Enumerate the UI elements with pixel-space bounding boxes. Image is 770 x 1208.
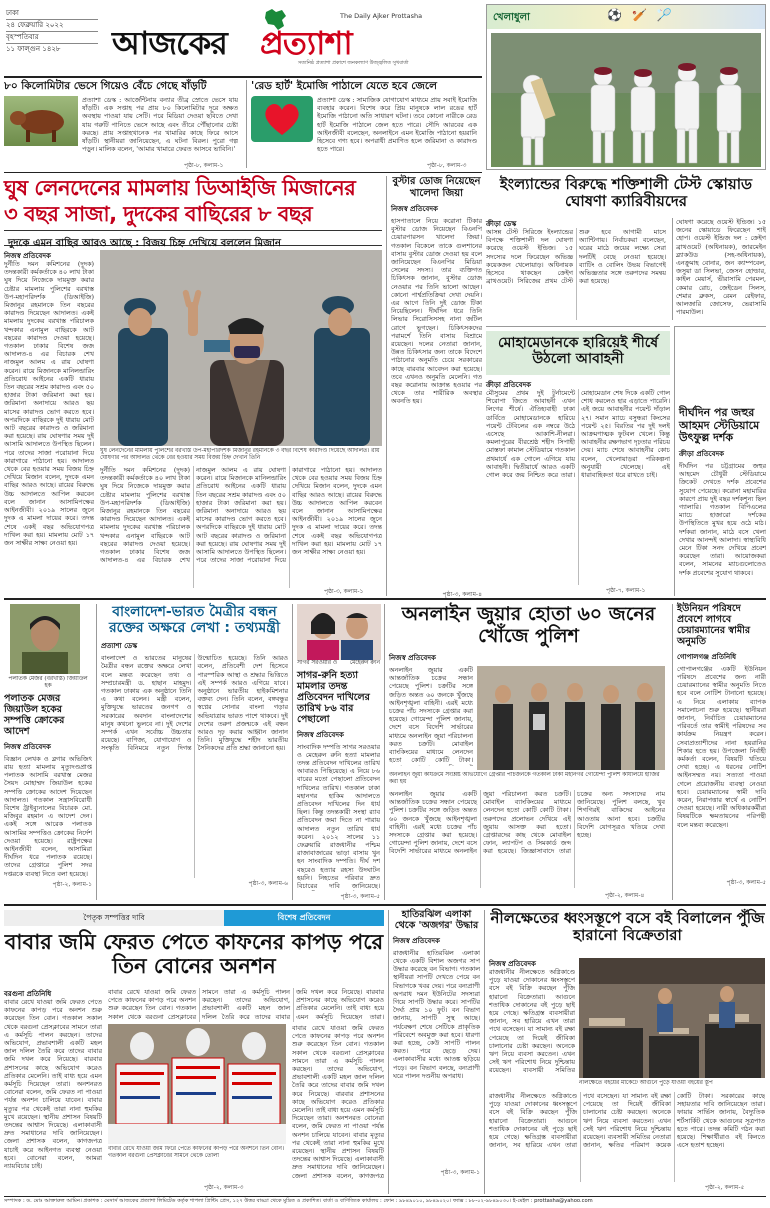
- online-body-col1: অনলাইন জুয়ার একটি আন্তর্জাতিক চক্রের সন্ধান পেয়েছে পুলিশ। চক্রটির সঙ্গে জড়িত অন্তত ৬০ জনকে খুঁজছে আইনশৃঙ্খলা বাহিনী। এরই মধ্যে চক্রের পাঁচ সদস্যকে গ্রেপ্তার করা হয়েছে। গোয়েন্দা পুলিশ জানায়, দেশে বসে বিদেশি সার্ভারের মাধ্যমে অনলাইন জুয়া পরিচালনা করত চক্রটি। মোবাইল ব্যাংকিংয়ের মাধ্যমে লেনদেন হতো কোটি কোটি টাকা।: [389, 666, 473, 765]
- ajgor-reporter: নিজস্ব প্রতিবেদক: [393, 936, 440, 945]
- top-story-heart: [246, 80, 482, 168]
- khaleda-reporter: নিজস্ব প্রতিবেদক: [391, 205, 438, 213]
- sagar-body: সাংবাদিক দম্পতি সাগর সরওয়ার ও মেহেরুন রুনি হত্যা মামলার তদন্ত প্রতিবেদন দাখিলের তারিখ আবারও পিছিয়েছে। এ নিয়ে ৮৬ বারের মতো পেছালো প্রতিবেদন দাখিলের তারিখ। গতকাল ঢাকা মহানগর হাকিম আদালতে প্রতিবেদন দাখিলের দিন ধার্য ছিল। কিন্তু তদন্তকারী সংস্থা র‍্যাব প্রতিবেদন জমা দিতে না পারায় আদালত নতুন তারিখ ধার্য করেন। ২০১২ সালের ১১ ফেব্রুয়ারি রাজধানীর পশ্চিম রাজাবাজারের ভাড়া বাসায় খুন হন সাংবাদিক দম্পতি। দীর্ঘ দশ বছরেও হত্যার রহস্য উদঘাটন হয়নি। নিহতের পরিবার দ্রুত বিচারের দাবি জানিয়েছে।: [297, 742, 380, 891]
- sports-section: [486, 4, 766, 170]
- cricket-photo: [491, 33, 761, 167]
- nilkhet-continued: পৃষ্ঠা-২, কলাম-৫: [705, 1184, 745, 1191]
- online-reporter: নিজস্ব প্রতিবেদক: [389, 653, 436, 662]
- sagar-story: [292, 604, 380, 900]
- dateline-greg: ২৪ ফেব্রুয়ারি ২০২২: [6, 19, 98, 31]
- father-story: [4, 910, 384, 1194]
- cow-continued: পৃষ্ঠা-৮, কলাম-১: [184, 162, 224, 169]
- union-headline: ইউনিয়ন পরিষদে প্রবেশে লাগবে চেয়ারম্যানের স্বামীর অনুমতি: [677, 603, 751, 647]
- online-headline: অনলাইন জুয়ার হোতা ৬০ জনের খোঁজে পুলিশ: [401, 603, 656, 647]
- father-kicker-left: পৈতৃক সম্পত্তির দাবি: [4, 910, 224, 926]
- khaleda-body: হাসপাতালে নিয়ে করোনা টিকার বুস্টার ডোজ নিয়েছেন বিএনপি চেয়ারপারসন খালেদা জিয়া। গতকাল বিকেলে তাকে গুলশানের বাসায় বুস্টার ডোজ দেওয়া হয় বলে জানিয়েছেন বিএনপির মিডিয়া সেলের সদস্য। তার ব্যক্তিগত চিকিৎসক জানান, বুস্টার ডোজ নেওয়ার পর তিনি ভালো আছেন। কোনো পার্শ্বপ্রতিক্রিয়া দেখা দেয়নি। এর আগে তিনি দুই ডোজ টিকা নিয়েছিলেন। দীর্ঘদিন ধরে তিনি লিভার সিরোসিসসহ নানা জটিল রোগে ভুগছেন। চিকিৎসকদের পরামর্শে তিনি বাসায় বিশ্রামে রয়েছেন। দলের নেতারা জানান, উন্নত চিকিৎসার জন্য তাকে বিদেশে পাঠানোর অনুমতি চেয়ে সরকারের কাছে বারবার আবেদন করা হয়েছে। তবে এখনও অনুমতি মেলেনি। গত বছর করোনায় আক্রান্ত হওয়ার পর থেকে তার শারীরিক অবস্থার অবনতি হয়।: [391, 217, 482, 406]
- sports-lead-headline: ইংল্যান্ডের বিরুদ্ধে শক্তিশালী টেস্ট স্কোয়াড ঘোষণা ক্যারিবীয়দের: [499, 175, 753, 211]
- sports-lead-reporter: ক্রীড়া ডেস্ক: [486, 220, 517, 228]
- sports-label: খেলাধুলা: [493, 12, 530, 23]
- top-stories-rule: [4, 172, 482, 173]
- nilkhet-photo: [579, 958, 765, 1078]
- online-photo: [477, 666, 665, 770]
- nilkhet-caption: নীলক্ষেতে বইয়ের মার্কেটে আগুনে পুড়ে যাওয়া বইয়ের স্তূপ: [579, 1080, 713, 1086]
- jiaul-headline: পলাতক মেজর জিয়াউল হকের সম্পত্তি ক্রোকের আদেশ: [4, 693, 65, 737]
- sagar-caption-left: সাগর সরওয়ার ও: [297, 660, 338, 666]
- father-body-right: বাবার রেখে যাওয়া জমি ফেরত পেতে কাফনের কাপড় পরে অনশন শুরু করেছেন তিন বোন। গতকাল সকাল থেকে বরগুনা প্রেসক্লাবের সামনে তারা এ কর্মসূচি পালন করছেন। তাদের অভিযোগ, প্রভাবশালী একটি মহল জাল দলিল তৈরি করে তাদের বাবার জমি দখল করে নিয়েছে। বারবার প্রশাসনের কাছে অভিযোগ করেও প্রতিকার মেলেনি। তাই বাধ্য হয়ে এমন কর্মসূচি দিয়েছেন তারা। অনশনরত বোনেরা বলেন, জমি ফেরত না পাওয়া পর্যন্ত অনশন চালিয়ে যাবেন। বাবার মৃত্যুর পর থেকেই তারা নানা হুমকির মুখে রয়েছেন। স্থানীয় প্রশাসন বিষয়টি তদন্তের আশ্বাস দিয়েছে। এলাকাবাসী দ্রুত সমাধানের দাবি জানিয়েছেন। জেলা প্রশাসক বলেন, কাগজপত্র: [292, 1024, 384, 1180]
- jiaul-story: [4, 604, 92, 900]
- online-body-cols: অনলাইন জুয়ার একটি আন্তর্জাতিক চক্রের সন্ধান পেয়েছে পুলিশ। চক্রটির সঙ্গে জড়িত অন্তত ৬০ জনকে খুঁজছে আইনশৃঙ্খলা বাহিনী। এরই মধ্যে চক্রের পাঁচ সদস্যকে গ্রেপ্তার করা হয়েছে। গোয়েন্দা পুলিশ জানায়, দেশে বসে বিদেশি সার্ভারের মাধ্যমে অনলাইন জুয়া পরিচালনা করত চক্রটি। মোবাইল ব্যাংকিংয়ের মাধ্যমে লেনদেন হতো কোটি কোটি টাকা। তরুণদের প্রলোভন দেখিয়ে এই জুয়ায় আসক্ত করা হতো। গ্রেপ্তারদের কাছ থেকে মোবাইল ফোন, ল্যাপটপ ও সিমকার্ড জব্দ করা হয়েছে। জিজ্ঞাসাবাদে তারা চক্রের অন্য সদস্যদের নাম জানিয়েছে। পুলিশ বলছে, খুব শিগগিরই বাকিদের আইনের আওতায় আনা হবে। চক্রটির বিদেশি যোগসূত্রও খতিয়ে দেখা হচ্ছে।: [389, 790, 665, 856]
- online-continued: পৃষ্ঠা-২, কলাম-৪: [605, 892, 645, 899]
- lead-subhead-text: দুদকে এমন বাছির আরও আছে : বিজয় চিহ্ন দেখিয়ে বললেন মিজান: [8, 238, 281, 249]
- dateline-day: বৃহস্পতিবার: [6, 31, 98, 43]
- nilkhet-reporter: নিজস্ব প্রতিবেদক: [489, 960, 536, 968]
- jiaul-photo: [10, 604, 80, 674]
- sagar-continued: পৃষ্ঠা-৩, কলাম-৫: [340, 892, 380, 900]
- sports-lead-body: আসন্ন টেস্ট সিরিজে ইংল্যান্ডের বিপক্ষে শক্তিশালী দল ঘোষণা করেছে ওয়েস্ট ইন্ডিজ। ১৫ সদস্যের দলে ফিরেছেন অভিজ্ঞ কয়েকজন খেলোয়াড়। অধিনায়ক হিসেবে থাকছেন ক্রেইগ ব্রাথওয়েট। সিরিজের প্রথম টেস্ট শুরু হবে আগামী মাসে অ্যান্টিগায়। নির্বাচকরা বলেছেন, ঘরের মাঠে জয়ের লক্ষ্যে সেরা দলটিই বেছে নেওয়া হয়েছে। ব্যাটিং ও বোলিং উভয় বিভাগেই অভিজ্ঞতার সঙ্গে তরুণদের সমন্বয় করা হয়েছে।: [486, 228, 666, 286]
- sagar-caption: [297, 660, 380, 667]
- father-caption: বাবার রেখে যাওয়া জমি ফিরে পেতে কাফনের কাপড় পরে অনশনে তিন বোন। গতকাল বরগুনা প্রেসক্লাবের সামনে থেকে তোলা: [108, 1146, 284, 1159]
- father-kicker-bar: [4, 910, 384, 926]
- cow-photo: [4, 96, 78, 146]
- lead-continued: পৃষ্ঠা-৩, কলাম-১: [324, 588, 364, 595]
- lead-reporter: নিজস্ব প্রতিবেদক: [4, 252, 51, 260]
- dateline-city: ঢাকা: [6, 9, 19, 17]
- heart-headline: 'রেড হার্ট' ইমোজি পাঠালে যেতে হবে জেলে: [251, 80, 437, 92]
- union-story: [672, 604, 766, 900]
- stadium-reporter: ক্রীড়া প্রতিবেদক: [679, 449, 725, 458]
- nilkhet-story: [484, 910, 766, 1194]
- lead-headline-1: ঘুষ লেনদেনের মামলায় ডিআইজি মিজানের: [4, 176, 356, 200]
- sagar-caption-right: মেহেরুন রুনি: [349, 660, 380, 666]
- title-right: প্রত্যাশা: [260, 24, 352, 62]
- father-reporter: বরগুনা প্রতিনিধি: [4, 990, 52, 998]
- nameplate: [112, 10, 484, 68]
- sports-squad-body: ঘোষণা করেছে ওয়েস্ট ইন্ডিজ। ১৫ জনের স্কোয়াডে ফিরেছেন শাই হোপ। ওয়েস্ট ইন্ডিজ দল : ক্রেইগ ব্রাথওয়েট (অধিনায়ক), জারমেইন ব্ল্যাকউড (সহ-অধিনায়ক), এনক্রুমাহ বোনার, জন ক্যাম্পবেল, জসুয়া ডা সিলভা, জেসন হোল্ডার, কাইল মেয়ার্স, ভীরাসামি পেরমল, কেমার রোচ, জেইডেন সিলস, শেমার ব্রুকস, রেমন রেইফার, আলজারি জোসেফ, ভেরাসামি পারমাউল।: [672, 218, 766, 320]
- masthead: [4, 4, 482, 74]
- sports-icons: ⚽🏏🏸: [607, 8, 682, 22]
- khaleda-headline: বুস্টার ডোজ নিয়েছেন খালেদা জিয়া: [392, 176, 481, 199]
- jiaul-caption: পলাতক মেজর (বরখাস্ত) জিয়াউল হক: [8, 676, 88, 689]
- mohammedan-headline-box: [486, 331, 670, 375]
- heart-continued: পৃষ্ঠা-৮, কলাম-৩: [427, 162, 467, 169]
- cow-body: প্রত্যাশা ডেস্ক : আর্জেন্টিনায় বন্যার তীব্র স্রোতে ভেসে যায় ষাঁড়টি। এক সপ্তাহ পর প্রায় ৮০ কিলোমিটার দূরে অক্ষত অবস্থায় পাওয়া যায় সেটি। পরে মিডিয়া দেওয়া ছবিতে দেখা যায় গরুটি পানিতে ভেসে আছে এবং তীরে পৌঁছানোর চেষ্টা করছে। প্রায় সপ্তাহখানেক পর খামারির কাছে ফিরে আসে ষাঁড়টি। স্থানীয়রা জানিয়েছেন, এ ঘটনা বিরল। পুরো গল্প পড়ুন। মালিক বলেন, 'আমার খামারে ফেরত আসবে ভাবিনি।': [82, 96, 238, 154]
- tagline: সত্যনিষ্ঠ প্রত্যাশা প্রকাশে জনকল্যাণ উজ্জ্বলিত সুখবার্তা: [298, 60, 409, 66]
- online-caption: অনলাইন জুয়া কার্যক্রমে সংশ্লিষ্ট অভিযোগে গ্রেপ্তার পাঁচজনকে গতকাল ঢাকা মহানগর গোয়েন্দা পুলিশ কার্যালয়ে হাজির করা হয়: [389, 772, 660, 785]
- lower-rule: [4, 904, 766, 906]
- masthead-rule: [4, 76, 482, 78]
- stadium-body: দীর্ঘদিন পর চট্টগ্রামের জহুর আহমেদ চৌধুরী স্টেডিয়ামে ক্রিকেট দেখতে দর্শক প্রবেশের সুযোগ পেয়েছে। করোনা মহামারির কারণে প্রায় দুই বছর দর্শকশূন্য ছিল গ্যালারি। গতকাল বিপিএলের ম্যাচে হাজারো দর্শকের উপস্থিতিতে মুখর হয়ে ওঠে মাঠ। দর্শকরা জানান, মাঠে বসে খেলা দেখার আনন্দই আলাদা। স্বাস্থ্যবিধি মেনে টিকা সনদ দেখিয়ে প্রবেশ করেছেন তারা। আয়োজকরা বলেন, সামনের ম্যাচগুলোতেও দর্শক প্রবেশের সুযোগ থাকবে।: [679, 461, 766, 577]
- khaleda-story: [386, 176, 482, 596]
- nilkhet-body-cols: রাজধানীর নীলক্ষেতে অগ্নিকাণ্ডে পুড়ে যাওয়া দোকানের ধ্বংসস্তূপে বসে বই বিক্রি করছেন পুঁজি হারানো বিক্রেতারা। আগুনে শতাধিক দোকানের বই পুড়ে ছাই হয়ে গেছে। ক্ষতিগ্রস্ত ব্যবসায়ীরা জানান, সব হারিয়ে এখন তারা পথে বসেছেন। যা সামান্য বই রক্ষা পেয়েছে তা দিয়েই জীবিকা চালানোর চেষ্টা করছেন। অনেকে ঋণ নিয়ে ব্যবসা করতেন। এখন সেই ঋণ পরিশোধ নিয়ে দুশ্চিন্তায় রয়েছেন। ব্যবসায়ী সমিতির নেতারা জানান, ক্ষতির পরিমাণ কয়েক কোটি টাকা। সরকারের কাছে সহায়তার দাবি জানিয়েছেন তারা। ফায়ার সার্ভিস জানায়, বৈদ্যুতিক শর্টসার্কিট থেকে আগুনের সূত্রপাত হতে পারে। তদন্ত কমিটি গঠন করা হয়েছে। শিক্ষার্থীরাও বই কিনতে এসে হতাশ হচ্ছেন।: [489, 1092, 765, 1150]
- lead-caption: ঘুষ লেনদেনের মামলায় পুলিশের বরখাস্ত উপ-মহাপরিদর্শক মিজানুর রহমানকে ৩ বছর বিশেষ কারাদণ্ড দিয়েছে আদালত। রায় ঘোষণার পর আদালত থেকে বের হওয়ার সময় বিজয় চিহ্ন দেখান তিনি: [100, 448, 380, 461]
- english-name: The Daily Ajker Prottasha: [340, 12, 423, 20]
- lead-story: [4, 176, 382, 596]
- jiaul-reporter: নিজস্ব প্রতিবেদক: [4, 742, 51, 751]
- stadium-headline: দীর্ঘদিন পর জহুর আহমদ স্টেডিয়ামে উৎফুল্ল দর্শক: [679, 406, 760, 445]
- mid-rule: [4, 598, 766, 600]
- lead-photo: [100, 250, 382, 446]
- india-story: [96, 604, 288, 900]
- ajgor-body: রাজধানীর হাতিরঝিল এলাকা থেকে একটি বিশাল অজগর সাপ উদ্ধার করেছে বন বিভাগ। গতকাল স্থানীয়রা সাপটি দেখতে পেয়ে বন বিভাগকে খবর দেয়। পরে বন্যপ্রাণী অপরাধ দমন ইউনিটের সদস্যরা গিয়ে সাপটি উদ্ধার করে। সাপটির দৈর্ঘ্য প্রায় ১০ ফুট। বন বিভাগ জানায়, সাপটি সুস্থ আছে। পর্যবেক্ষণ শেষে সেটিকে প্রাকৃতিক পরিবেশে অবমুক্ত করা হবে। ধারণা করা হচ্ছে, কেউ সাপটি পালন করত। পরে ছেড়ে দেয়। এলাকাবাসীর মধ্যে আতঙ্ক ছড়িয়ে পড়ে। বন বিভাগ বলছে, বন্যপ্রাণী ঘরে পালন দণ্ডনীয় অপরাধ।: [393, 948, 480, 1080]
- father-body-col1: বাবার রেখে যাওয়া জমি ফেরত পেতে কাফনের কাপড় পরে অনশন শুরু করেছেন তিন বোন। গতকাল সকাল থেকে বরগুনা প্রেসক্লাবের সামনে তারা এ কর্মসূচি পালন করছেন। তাদের অভিযোগ, প্রভাবশালী একটি মহল জাল দলিল তৈরি করে তাদের বাবার জমি দখল করে নিয়েছে। বারবার প্রশাসনের কাছে অভিযোগ করেও প্রতিকার মেলেনি। তাই বাধ্য হয়ে এমন কর্মসূচি দিয়েছেন তারা। অনশনরত বোনেরা বলেন, জমি ফেরত না পাওয়া পর্যন্ত অনশন চালিয়ে যাবেন। বাবার মৃত্যুর পর থেকেই তারা নানা হুমকির মুখে রয়েছেন। স্থানীয় প্রশাসন বিষয়টি তদন্তের আশ্বাস দিয়েছে। এলাকাবাসী দ্রুত সমাধানের দাবি জানিয়েছেন। জেলা প্রশাসক বলেন, কাগজপত্র যাচাই করে আইনগত ব্যবস্থা নেওয়া হবে। বোনেরা বলেন, আমরা ন্যায়বিচার চাই।: [4, 998, 102, 1171]
- lead-body-cols: দুর্নীতি দমন কমিশনের (দুদক) তদন্তকারী কর্মকর্তাকে ৪০ লাখ টাকা ঘুষ দিয়ে নিজেকে দায়মুক্ত করার চেষ্টার মামলায় পুলিশের বরখাস্ত উপ-মহাপরিদর্শক (ডিআইজি) মিজানুর রহমানকে তিন বছরের কারাদণ্ড দিয়েছেন আদালত। একই মামলায় দুদকের বরখাস্ত পরিচালক খন্দকার এনামুল বাছিরকে আট বছরের কারাদণ্ড দেওয়া হয়েছে। গতকাল ঢাকার বিশেষ জজ আদালত-৪ এর বিচারক শেখ নাজমুল আলম এ রায় ঘোষণা করেন। রায়ে মিজানকে মানিলন্ডারিং প্রতিরোধ আইনের একটি ধারায় তিন বছরের সশ্রম কারাদণ্ড এবং ৫০ হাজার টাকা জরিমানা করা হয়। জরিমানা অনাদায়ে আরও ছয় মাসের কারাদণ্ড ভোগ করতে হবে। অপরদিকে বাছিরকে দুই ধারায় মোট আট বছরের কারাদণ্ড ও জরিমানা করা হয়েছে। রায় ঘোষণার সময় দুই আসামি আদালতে উপস্থিত ছিলেন। পরে তাদের সাজা পরোয়ানা দিয়ে কারাগারে পাঠানো হয়। আদালত থেকে বের হওয়ার সময় বিজয় চিহ্ন দেখিয়ে মিজান বলেন, দুদকে এমন বাছির আরও আছে। রায়ের বিরুদ্ধে উচ্চ আদালতে আপিল করবেন বলে জানান আসামিপক্ষের আইনজীবী। ২০১৯ সালের জুনে দুদক এ মামলা দায়ের করে। তদন্ত শেষে একই বছর অভিযোগপত্র দাখিল করা হয়। মামলায় মোট ১৭ জন সাক্ষীর সাক্ষ্য নেওয়া হয়।: [100, 466, 382, 565]
- red-heart-icon: [251, 96, 313, 142]
- mohammedan-body: মৌসুমের প্রথম দুই টুর্নামেন্টে শিরোপা জিতে আবাহনী এখন লিগের শীর্ষে। ঐতিহ্যবাহী ঢাকা ডার্বিতে মোহামেডানকে হারিয়ে পয়েন্ট টেবিলের এক নম্বরে উঠে এসেছে আকাশি-নীলরা। কমলাপুরের বীরশ্রেষ্ঠ শহীদ সিপাহী মোস্তফা কামাল স্টেডিয়ামে গতকাল প্রথমার্ধে এক গোলে এগিয়ে যায় আবাহনী। দ্বিতীয়ার্ধে আরও একটি গোল করে জয় নিশ্চিত করে তারা। মোহামেডান শেষ দিকে একটি গোল শোধ করলেও হার এড়াতে পারেনি। এই জয়ে আবাহনীর পয়েন্ট দাঁড়াল ২৭। সমান ম্যাচে বসুন্ধরা কিংসের পয়েন্ট ২৫। বিরতির পর দুই দলই আক্রমণাত্মক ফুটবল খেলে। কিন্তু আবাহনীর রক্ষণভাগ দৃঢ়তার পরিচয় দেয়। ম্যাচ শেষে আবাহনীর কোচ বলেন, খেলোয়াড়রা পরিকল্পনা অনুযায়ী খেলেছে। এই ধারাবাহিকতা ধরে রাখতে চাই।: [486, 389, 670, 480]
- footer: [4, 1196, 766, 1206]
- father-body-top: বাবার রেখে যাওয়া জমি ফেরত পেতে কাফনের কাপড় পরে অনশন শুরু করেছেন তিন বোন। গতকাল সকাল থেকে বরগুনা প্রেসক্লাবের সামনে তারা এ কর্মসূচি পালন করছেন। তাদের অভিযোগ, প্রভাবশালী একটি মহল জাল দলিল তৈরি করে তাদের বাবার জমি দখল করে নিয়েছে। বারবার প্রশাসনের কাছে অভিযোগ করেও প্রতিকার মেলেনি। তাই বাধ্য হয়ে এমন কর্মসূচি দিয়েছেন তারা।: [108, 988, 384, 1021]
- ajgor-story: [388, 910, 480, 1194]
- online-story: [384, 604, 668, 900]
- dateline: [6, 8, 98, 55]
- father-photo: [108, 1024, 286, 1144]
- top-story-cow: [4, 80, 240, 168]
- india-reporter: প্রত্যাশা ডেস্ক: [101, 642, 138, 651]
- union-body: গোপালগঞ্জের একটি ইউনিয়ন পরিষদে প্রবেশের জন্য নারী চেয়ারম্যানের স্বামীর অনুমতি নিতে হবে বলে নোটিশ টানানো হয়েছে। এ নিয়ে এলাকায় ব্যাপক সমালোচনা শুরু হয়েছে। স্থানীয়রা জানান, নির্বাচিত চেয়ারম্যানের পরিবর্তে তার স্বামীই পরিষদের সব কার্যক্রম নিয়ন্ত্রণ করেন। সেবাপ্রত্যাশীদের নানা হয়রানির শিকার হতে হয়। উপজেলা নির্বাহী কর্মকর্তা বলেন, বিষয়টি খতিয়ে দেখা হচ্ছে। এ ধরনের নোটিশ আইনসম্মত নয়। সত্যতা পাওয়া গেলে প্রয়োজনীয় ব্যবস্থা নেওয়া হবে। চেয়ারম্যানের স্বামী দাবি করেন, নিরাপত্তার স্বার্থে এ নোটিশ দেওয়া হয়েছে। নারী অধিকারকর্মীরা বিষয়টিকে ক্ষমতায়নের পরিপন্থী বলে মন্তব্য করেছেন।: [677, 664, 766, 829]
- sports-banner: [487, 5, 765, 29]
- father-headline: বাবার জমি ফেরত পেতে কাফনের কাপড় পরে তিন বোনের অনশন: [4, 930, 384, 979]
- ajgor-headline: হাতিরঝিল এলাকা থেকে 'অজগর' উদ্ধার: [394, 909, 479, 931]
- lead-headline-2: ৩ বছর সাজা, দুদকের বাছিরের ৮ বছর: [4, 202, 313, 227]
- sports-lead: [486, 172, 766, 324]
- khaleda-continued: পৃষ্ঠা-৩, কলাম-৪: [442, 591, 482, 598]
- lead-body-col1: দুর্নীতি দমন কমিশনের (দুদক) তদন্তকারী কর্মকর্তাকে ৪০ লাখ টাকা ঘুষ দিয়ে নিজেকে দায়মুক্ত করার চেষ্টার মামলায় পুলিশের বরখাস্ত উপ-মহাপরিদর্শক (ডিআইজি) মিজানুর রহমানকে তিন বছরের কারাদণ্ড দিয়েছেন আদালত। একই মামলায় দুদকের বরখাস্ত পরিচালক খন্দকার এনামুল বাছিরকে আট বছরের কারাদণ্ড দেওয়া হয়েছে। গতকাল ঢাকার বিশেষ জজ আদালত-৪ এর বিচারক শেখ নাজমুল আলম এ রায় ঘোষণা করেন। রায়ে মিজানকে মানিলন্ডারিং প্রতিরোধ আইনের একটি ধারায় তিন বছরের সশ্রম কারাদণ্ড এবং ৫০ হাজার টাকা জরিমানা করা হয়। জরিমানা অনাদায়ে আরও ছয় মাসের কারাদণ্ড ভোগ করতে হবে। অপরদিকে বাছিরকে দুই ধারায় মোট আট বছরের কারাদণ্ড ও জরিমানা করা হয়েছে। রায় ঘোষণার সময় দুই আসামি আদালতে উপস্থিত ছিলেন। পরে তাদের সাজা পরোয়ানা দিয়ে কারাগারে পাঠানো হয়। আদালত থেকে বের হওয়ার সময় বিজয় চিহ্ন দেখিয়ে মিজান বলেন, দুদকে এমন বাছির আরও আছে। রায়ের বিরুদ্ধে উচ্চ আদালতে আপিল করবেন বলে জানান আসামিপক্ষের আইনজীবী। ২০১৯ সালের জুনে দুদক এ মামলা দায়ের করে। তদন্ত শেষে একই বছর অভিযোগপত্র দাখিল করা হয়। মামলায় মোট ১৭ জন সাক্ষীর সাক্ষ্য নেওয়া হয়।: [4, 260, 94, 547]
- union-continued: পৃষ্ঠা-৩, কলাম-৫: [726, 878, 766, 886]
- father-kicker-right: বিশেষ প্রতিবেদন: [224, 910, 384, 926]
- sagar-reporter: নিজস্ব প্রতিবেদক: [297, 730, 344, 739]
- dateline-bangla: ১১ ফাল্গুন ১৪২৮: [6, 43, 98, 55]
- mohammedan-headline: মোহামেডানকে হারিয়েই শীর্ষে উঠলো আবাহনী: [497, 335, 659, 368]
- father-continued: পৃষ্ঠা-২, কলাম-৩: [204, 1184, 244, 1191]
- lead-subhead: [4, 230, 382, 249]
- mohammedan-story: [486, 326, 670, 596]
- jiaul-continued: পৃষ্ঠা-২, কলাম-১: [52, 880, 92, 888]
- title-left: আজকের: [112, 24, 227, 62]
- ajgor-continued: পৃষ্ঠা-৩, কলাম-১: [440, 1168, 480, 1176]
- union-reporter: গোপালগঞ্জ প্রতিনিধি: [677, 652, 737, 661]
- sagar-headline: সাগর-রুনি হত্যা মামলার তদন্ত প্রতিবেদন দাখিলের তারিখ ৮৬ বার পেছালো: [297, 670, 370, 725]
- jiaul-body: বিজ্ঞান লেখক ও ব্লগার অভিজিৎ রায় হত্যা মামলায় মৃত্যুদণ্ডপ্রাপ্ত পলাতক আসামি বরখাস্ত মেজর সৈয়দ মোহাম্মদ জিয়াউল হকের সম্পত্তি ক্রোকের আদেশ দিয়েছেন আদালত। গতকাল সন্ত্রাসবিরোধী বিশেষ ট্রাইব্যুনালের বিচারক মো. মজিবুর রহমান এ আদেশ দেন। একই সঙ্গে আরেক পলাতক আসামির সম্পত্তিও ক্রোকের নির্দেশ দেওয়া হয়েছে। রাষ্ট্রপক্ষের আইনজীবী বলেন, আসামিরা দীর্ঘদিন ধরে পলাতক রয়েছে। তাদের গ্রেপ্তারে পুলিশ সদর দপ্তরকে ব্যবস্থা নিতে বলা হয়েছে।: [4, 754, 92, 878]
- mohammedan-continued: পৃষ্ঠা-৭, কলাম-১: [606, 587, 646, 594]
- india-headline: বাংলাদেশ-ভারত মৈত্রীর বন্ধন রক্তের অক্ষরে লেখা : তথ্যমন্ত্রী: [108, 604, 280, 637]
- india-continued: পৃষ্ঠা-৩, কলাম-৬: [248, 880, 288, 888]
- sagar-photo: [297, 604, 381, 660]
- heart-body: প্রত্যাশা ডেস্ক : সামাজিক যোগাযোগ মাধ্যমে প্রায় সবাই ইমোজি ব্যবহার করেন। বিশেষ করে প্রিয় মানুষকে লাল রঙের হার্ট ইমোজি পাঠানো অতি সাধারণ ঘটনা। তবে কোনো নারীকে রেড হার্ট ইমোজি পাঠালে জেল হতে পারে। সৌদি আরবের এক আইনজীবী বলেছেন, অনলাইনে এমন ইমোজি পাঠানো হয়রানি হিসেবে গণ্য হবে। অপরাধী প্রমাণিত হলে জরিমানা ও কারাদণ্ড হতে পারে।: [317, 96, 477, 154]
- nilkhet-body-col1: রাজধানীর নীলক্ষেতে অগ্নিকাণ্ডে পুড়ে যাওয়া দোকানের ধ্বংসস্তূপে বসে বই বিক্রি করছেন পুঁজি হারানো বিক্রেতারা। আগুনে শতাধিক দোকানের বই পুড়ে ছাই হয়ে গেছে। ক্ষতিগ্রস্ত ব্যবসায়ীরা জানান, সব হারিয়ে এখন তারা পথে বসেছেন। যা সামান্য বই রক্ষা পেয়েছে তা দিয়েই জীবিকা চালানোর চেষ্টা করছেন। অনেকে ঋণ নিয়ে ব্যবসা করতেন। এখন সেই ঋণ পরিশোধ নিয়ে দুশ্চিন্তায় রয়েছেন। ব্যবসায়ী সমিতির: [489, 968, 575, 1074]
- stadium-story: [674, 326, 766, 596]
- mohammedan-reporter: ক্রীড়া প্রতিবেদক: [486, 381, 532, 389]
- footer-text: সম্পাদক : ড. মোঃ আক্তারুল আমিন। প্রকাশক : মেসার্স আজকের প্রত্যাশা লিমিটেড কর্তৃক শাপলা প্রিন্টিং প্রেস, ১২৭ উত্তর বাড্ডা থেকে মুদ্রিত ও প্রকাশিত। বার্তা ও বাণিজ্যিক কার্যালয় : ফোন : ৯৮৪৯০১০, ৯৮৪৯০২০। ফ্যাক্স : ৮৮-০২-৯৮৪৯০৩০। ই-মেইল : prottasha@yahoo.com: [4, 1198, 593, 1204]
- india-body: বাংলাদেশ ও ভারতের মানুষের মৈত্রীর বন্ধন রক্তের অক্ষরে লেখা বলে মন্তব্য করেছেন তথ্য ও সম্প্রচারমন্ত্রী ড. হাছান মাহমুদ। গতকাল ঢাকায় এক অনুষ্ঠানে তিনি এ কথা বলেন। মন্ত্রী বলেন, মুক্তিযুদ্ধে ভারতের জনগণ ও সরকারের অবদান বাংলাদেশের মানুষ কখনো ভুলবে না। দুই দেশের সম্পর্ক এখন সর্বোচ্চ উচ্চতায় রয়েছে। বাণিজ্য, যোগাযোগ ও সংস্কৃতি বিনিময়ে নতুন দিগন্ত উন্মোচিত হয়েছে। তিনি আরও বলেন, প্রতিবেশী দেশ হিসেবে পারস্পরিক আস্থা ও শ্রদ্ধার ভিত্তিতে এই সম্পর্ক আরও এগিয়ে যাবে। অনুষ্ঠানে ভারতীয় হাইকমিশনার বক্তব্য দেন। তিনি বলেন, বঙ্গবন্ধুর স্বপ্নের সোনার বাংলা গড়ার অভিযাত্রায় ভারত পাশে থাকবে। দুই দেশের তরুণ প্রজন্মকে এই বন্ধন আরও দৃঢ় করার আহ্বান জানান তিনি। মুক্তিযুদ্ধে শহীদ ভারতীয় সৈনিকদের প্রতি শ্রদ্ধা জানানো হয়।: [101, 654, 288, 753]
- nilkhet-headline: নীলক্ষেতের ধ্বংসস্তূপে বসে বই বিলালেন পুঁজি হারানো বিক্রেতারা: [490, 909, 765, 945]
- cow-headline: ৮০ কিলোমিটার ভেসে গিয়েও বেঁচে গেছে ষাঁড়টি: [4, 80, 207, 92]
